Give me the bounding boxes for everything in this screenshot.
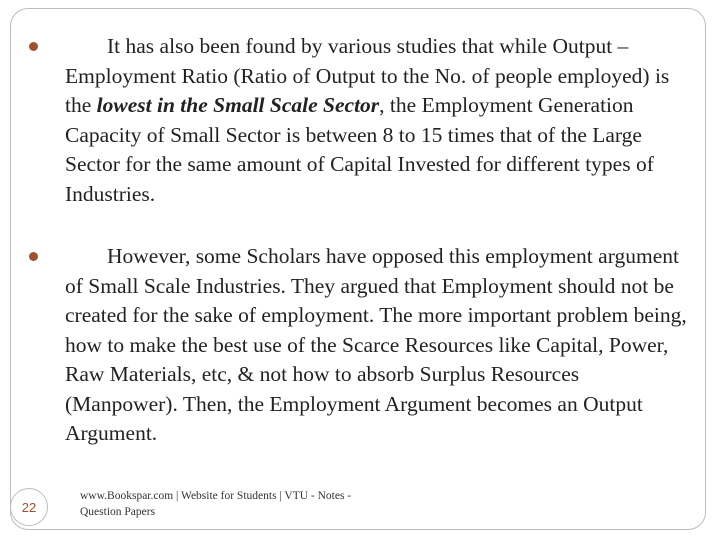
bullet-text-before: It has also been found by various studies that while Output – Employment Ratio (Ratio of Output to the No. of people employed) is the bbox=[65, 34, 670, 117]
bullet-item-output-employment-ratio bbox=[65, 32, 690, 209]
bullet-icon bbox=[29, 42, 38, 51]
page-number: 22 bbox=[10, 488, 48, 526]
bullet-item-scholars-opposition bbox=[65, 242, 690, 449]
bullet-paragraph: However, some Scholars have opposed this employment argument of Small Scale Industries. They argued that Employment should not be created for the sake of employment. The more important problem being, how to make the best use of the Scarce Resources like Capital, Power, Raw Materials, etc, & not how to absorb Surplus Resources (Manpower). Then, the Employment Argument becomes an Output Argument. bbox=[65, 244, 687, 445]
bullet-emphasis: lowest in the Small Scale Sector bbox=[96, 93, 380, 117]
footer-text: www.Bookspar.com | Website for Students | VTU - Notes - Question Papers bbox=[80, 490, 352, 518]
bullet-icon bbox=[29, 252, 38, 261]
bullet-paragraph bbox=[65, 32, 690, 209]
bullet-text-after: , the Employment Generation Capacity of Small Sector is between 8 to 15 times that of the Large Sector for the same amount of Capital Invested for different types of Industries. bbox=[65, 93, 654, 206]
